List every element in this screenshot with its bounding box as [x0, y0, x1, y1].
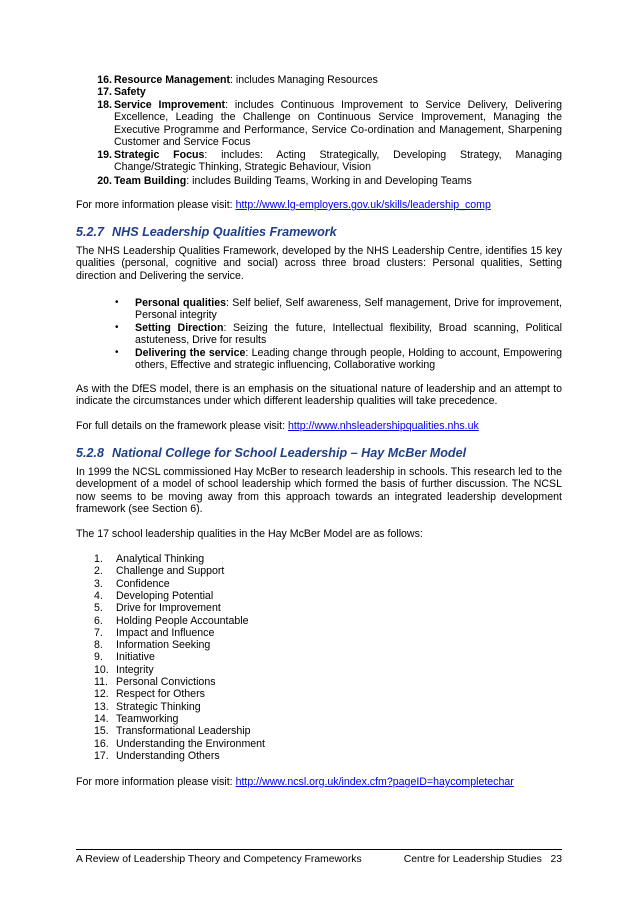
item-term: Team Building [114, 175, 187, 187]
quality-list-item [76, 602, 562, 614]
quality-list-item [76, 578, 562, 590]
quality-list-item [76, 688, 562, 700]
quality-list-item [76, 627, 562, 639]
quality-list-item [76, 725, 562, 737]
bullet-text: : Self belief, Self awareness, Self management, Drive for improvement, Personal integrity [135, 297, 562, 322]
ncsl-intro-paragraph: In 1999 the NCSL commissioned Hay McBer to research leadership in schools. This research led to the development of a model of school leadership which formed the basis of further discussion. The NCSL now seems to be moving away from this approach towards an integrated leadership development framework (see Section 6). [76, 466, 562, 516]
item-term: Strategic Focus [114, 149, 205, 161]
quality-label: Confidence [116, 577, 170, 590]
item-term: Service Improvement [114, 99, 226, 111]
bullet-icon: • [115, 322, 119, 333]
quality-number: 10. [94, 663, 109, 676]
quality-number: 3. [94, 577, 103, 590]
ncsl-more-info-line [76, 776, 562, 788]
quality-number: 7. [94, 626, 103, 639]
footer-title: A Review of Leadership Theory and Competency Frameworks [76, 854, 362, 865]
quality-list-item [76, 713, 562, 725]
item-term: Safety [114, 86, 146, 98]
item-number: 16. [97, 74, 112, 86]
quality-label: Developing Potential [116, 589, 214, 602]
more-info-text: For more information please visit: [76, 776, 236, 788]
section-heading-527 [76, 225, 562, 240]
bullet-text: : Leading change through people, Holding to account, Empowering others, Effective and strategic influencing, Collaborative working [135, 347, 562, 372]
item-text: : includes Continuous Improvement to Service Delivery, Delivering Excellence, Leading the Challenge on Continuous Service Improvement, Managing the Executive Programme and Performance, Service Co-ordination and Management, Sharpening Customer and Service Focus [114, 99, 562, 149]
quality-label: Personal Convictions [116, 676, 216, 688]
footer-right [404, 854, 562, 866]
bullet-icon: • [115, 347, 119, 358]
item-number: 17. [97, 86, 112, 98]
section-title: NHS Leadership Qualities Framework [112, 225, 337, 239]
quality-label: Integrity [116, 663, 154, 676]
nhs-link[interactable]: http://www.nhsleadershipqualities.nhs.uk [287, 420, 479, 432]
quality-label: Holding People Accountable [116, 614, 249, 627]
quality-number: 9. [94, 651, 103, 664]
bullet-term: Personal qualities [135, 297, 227, 309]
quality-label: Teamworking [116, 712, 179, 725]
bullet-term: Setting Direction [135, 322, 224, 334]
bullet-icon: • [115, 297, 119, 308]
nhs-details-line [76, 420, 562, 432]
item-term: Resource Management [114, 74, 230, 86]
quality-list-item [76, 615, 562, 627]
item-text: : includes: Acting Strategically, Developing Strategy, Managing Change/Strategic Thinking, Strategic Behaviour, Vision [114, 149, 562, 174]
quality-label: Respect for Others [116, 688, 205, 701]
quality-number: 17. [94, 749, 109, 762]
quality-list-item [76, 651, 562, 663]
quality-number: 5. [94, 602, 103, 615]
page-number: 23 [550, 854, 562, 865]
quality-list-item [76, 664, 562, 676]
item-number: 20. [97, 175, 112, 187]
lg-employers-link[interactable]: http://www.lg-employers.gov.uk/skills/leadership_comp [235, 199, 491, 211]
item-number: 18. [97, 99, 112, 111]
quality-list-item [76, 565, 562, 577]
section-title: National College for School Leadership – Hay McBer Model [112, 446, 467, 460]
item-text: : includes Managing Resources [229, 74, 378, 86]
item-text: : includes Building Teams, Working in and Developing Teams [186, 175, 472, 187]
quality-list-item [76, 676, 562, 688]
quality-number: 13. [94, 700, 109, 713]
bullet-term: Delivering the service [135, 347, 246, 359]
section-heading-528 [76, 446, 562, 461]
qualities-intro: The 17 school leadership qualities in the Hay McBer Model are as follows: [76, 528, 423, 540]
quality-label: Challenge and Support [116, 565, 225, 578]
quality-list-item [76, 639, 562, 651]
quality-list-item [76, 701, 562, 713]
nhs-paragraph-2: As with the DfES model, there is an emphasis on the situational nature of leadership and an attempt to indicate the circumstances under which different leadership qualities will take precedence. [76, 383, 562, 408]
page-footer [76, 849, 562, 866]
section-number: 5.2.7 [76, 225, 105, 239]
nhs-intro-paragraph: The NHS Leadership Qualities Framework, developed by the NHS Leadership Centre, identifies 15 key qualities (personal, cognitive and social) across three broad clusters: Personal qualities, Setting direction and Delivering the service. [76, 245, 562, 282]
quality-label: Impact and Influence [116, 626, 215, 639]
quality-label: Strategic Thinking [116, 700, 201, 713]
quality-label: Transformational Leadership [116, 725, 251, 738]
footer-centre-name: Centre for Leadership Studies [403, 854, 542, 865]
quality-number: 14. [94, 712, 109, 725]
quality-list-item [76, 590, 562, 602]
ncsl-link[interactable]: http://www.ncsl.org.uk/index.cfm?pageID=haycompletechar [235, 776, 514, 788]
quality-number: 15. [94, 725, 109, 738]
quality-number: 8. [94, 639, 103, 652]
quality-list-item [76, 553, 562, 565]
quality-label: Initiative [116, 651, 155, 664]
quality-number: 12. [94, 688, 109, 701]
quality-number: 1. [94, 553, 103, 565]
quality-number: 16. [94, 737, 109, 750]
section-number: 5.2.8 [76, 446, 105, 460]
details-text: For full details on the framework please visit: [76, 420, 288, 432]
bullet-text: : Seizing the future, Intellectual flexibility, Broad scanning, Political astuteness, Drive for results [135, 322, 562, 347]
item-number: 19. [97, 149, 112, 161]
quality-list-item [76, 750, 562, 762]
quality-list-item [76, 738, 562, 750]
quality-number: 6. [94, 614, 103, 627]
quality-number: 11. [94, 676, 108, 688]
quality-label: Information Seeking [116, 639, 211, 652]
quality-label: Analytical Thinking [116, 553, 205, 565]
quality-label: Drive for Improvement [116, 602, 221, 615]
quality-label: Understanding the Environment [116, 737, 265, 750]
quality-number: 4. [94, 589, 103, 602]
more-info-line [76, 199, 562, 211]
quality-number: 2. [94, 565, 103, 578]
more-info-text: For more information please visit: [76, 199, 236, 211]
quality-label: Understanding Others [116, 749, 220, 762]
